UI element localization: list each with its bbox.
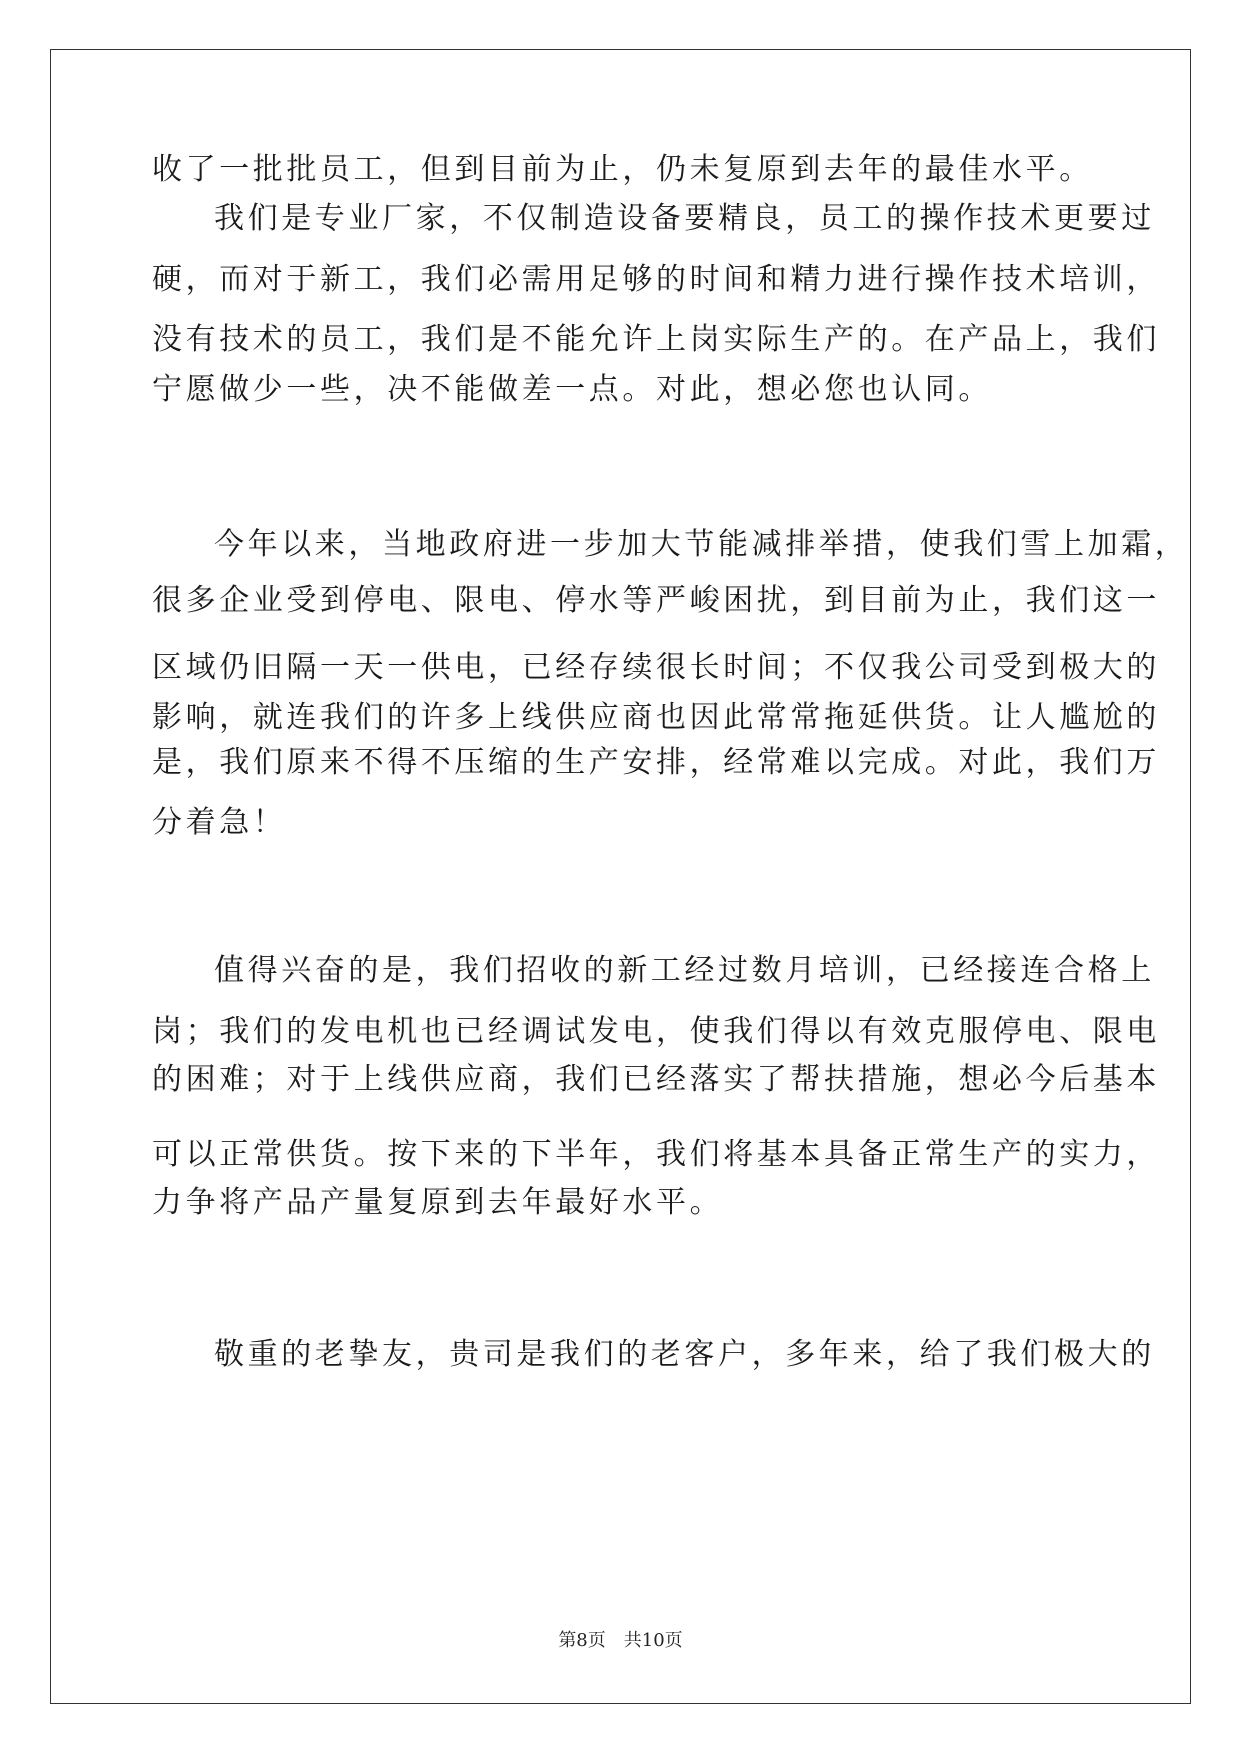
page-number: 第8页 (558, 1630, 606, 1651)
text-line: 收了一批批员工，但到目前为止，仍未复原到去年的最佳水平。 (152, 152, 1093, 187)
text-line: 没有技术的员工，我们是不能允许上岗实际生产的。在产品上，我们 (152, 322, 1160, 357)
text-line: 宁愿做少一些，决不能做差一点。对此，想必您也认同。 (152, 372, 992, 407)
paragraph-first-line: 今年以来，当地政府进一步加大节能减排举措，使我们雪上加霜， (214, 527, 1189, 562)
text-line: 是，我们原来不得不压缩的生产安排，经常难以完成。对此，我们万 (152, 745, 1160, 780)
text-line: 可以正常供货。按下来的下半年，我们将基本具备正常生产的实力， (152, 1137, 1160, 1172)
text-line: 很多企业受到停电、限电、停水等严峻困扰，到目前为止，我们这一 (152, 583, 1160, 618)
text-line: 的困难；对于上线供应商，我们已经落实了帮扶措施，想必今后基本 (152, 1062, 1160, 1097)
paragraph-first-line: 我们是专业厂家，不仅制造设备要精良，员工的操作技术更要过 (214, 201, 1155, 236)
text-line: 岗；我们的发电机也已经调试发电，使我们得以有效克服停电、限电 (152, 1014, 1160, 1049)
text-line: 硬，而对于新工，我们必需用足够的时间和精力进行操作技术培训， (152, 262, 1160, 297)
page-total: 共10页 (623, 1630, 683, 1651)
text-line: 分着急！ (152, 805, 287, 840)
text-line: 影响，就连我们的许多上线供应商也因此常常拖延供货。让人尴尬的 (152, 700, 1160, 735)
text-line: 力争将产品产量复原到去年最好水平。 (152, 1185, 724, 1220)
text-line: 区域仍旧隔一天一供电，已经存续很长时间；不仅我公司受到极大的 (152, 650, 1160, 685)
paragraph-first-line: 值得兴奋的是，我们招收的新工经过数月培训，已经接连合格上 (214, 953, 1155, 988)
paragraph-first-line: 敬重的老挚友，贵司是我们的老客户，多年来，给了我们极大的 (214, 1337, 1155, 1372)
page-footer (0, 1630, 1241, 1652)
